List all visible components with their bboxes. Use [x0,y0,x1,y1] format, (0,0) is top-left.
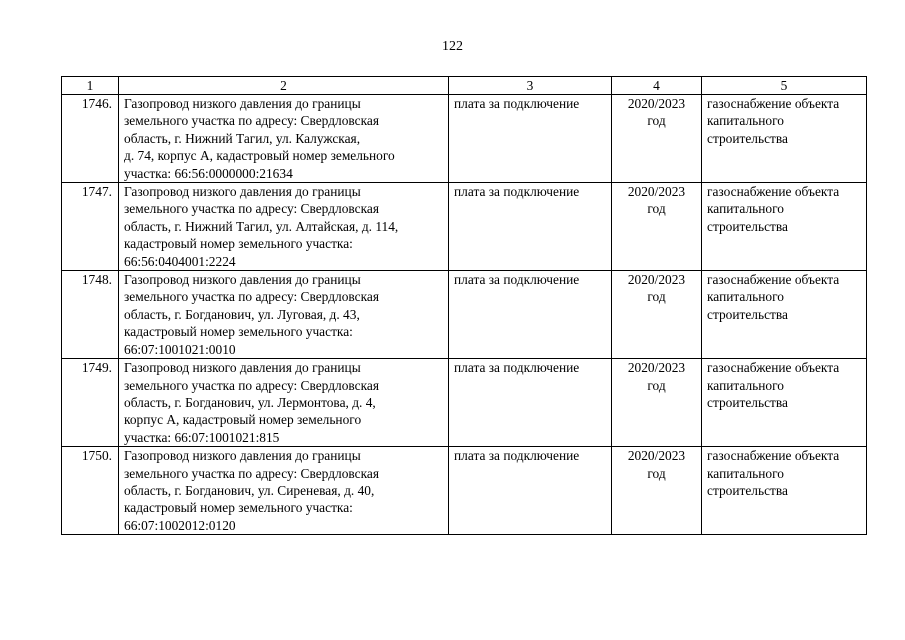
object-description-line: участка: 66:56:0000000:21634 [124,165,293,181]
year-period-line: год [647,113,666,129]
purpose-line: газоснабжение объекта [707,96,840,111]
object-description-line: кадастровый номер земельного участка: [124,324,353,340]
object-description-line: земельного участка по адресу: Свердловская [124,289,379,305]
object-description-line: участка: 66:07:1001021:815 [124,429,280,445]
header-col-4: 4 [612,77,702,95]
fee-type: плата за подключение [449,447,612,535]
object-description-line: земельного участка по адресу: Свердловская [124,465,379,481]
purpose-line: строительства [707,482,788,498]
object-description-line: область, г. Богданович, ул. Луговая, д. 43, [124,306,360,322]
purpose [702,359,867,447]
object-description-line: земельного участка по адресу: Свердловская [124,377,379,393]
purpose-line: строительства [707,306,788,322]
object-description-line: земельного участка по адресу: Свердловская [124,201,379,217]
year-period-line: 2020/2023 [627,184,686,200]
table-row [62,447,867,535]
purpose-line: строительства [707,394,788,410]
object-description [119,271,449,359]
object-description [119,359,449,447]
purpose-line: капитального [707,201,784,217]
object-description-line: д. 74, корпус А, кадастровый номер земельного [124,148,395,164]
object-description-line: Газопровод низкого давления до границы [124,360,361,376]
object-description-line: корпус А, кадастровый номер земельного [124,412,362,428]
purpose-line: капитального [707,377,784,393]
year-period-line: год [647,377,666,393]
table-row [62,359,867,447]
table-body [62,95,867,535]
year-period-line: 2020/2023 [627,448,686,464]
purpose [702,95,867,183]
row-number: 1746. [62,95,119,183]
year-period [612,359,702,447]
fee-type: плата за подключение [449,95,612,183]
object-description-line: кадастровый номер земельного участка: [124,500,353,516]
table-row [62,183,867,271]
purpose [702,271,867,359]
object-description-line: земельного участка по адресу: Свердловская [124,113,379,129]
purpose-line: газоснабжение объекта [707,448,840,464]
year-period-line: год [647,201,666,217]
object-description-line: Газопровод низкого давления до границы [124,272,361,288]
object-description [119,183,449,271]
year-period [612,271,702,359]
purpose-line: газоснабжение объекта [707,272,840,288]
table-row [62,95,867,183]
object-description-line: область, г. Нижний Тагил, ул. Алтайская, д. 114, [124,218,399,234]
object-description-line: Газопровод низкого давления до границы [124,184,361,200]
row-number: 1748. [62,271,119,359]
year-period-line: год [647,289,666,305]
fee-type: плата за подключение [449,359,612,447]
purpose-line: газоснабжение объекта [707,360,840,376]
row-number: 1747. [62,183,119,271]
header-col-3: 3 [449,77,612,95]
document-table [61,76,867,535]
header-col-2: 2 [119,77,449,95]
object-description-line: Газопровод низкого давления до границы [124,448,361,464]
year-period-line: 2020/2023 [627,272,686,288]
header-col-1: 1 [62,77,119,95]
purpose-line: капитального [707,289,784,305]
object-description [119,95,449,183]
purpose-line: капитального [707,113,784,129]
purpose-line: строительства [707,218,788,234]
purpose [702,447,867,535]
year-period-line: 2020/2023 [627,360,686,376]
object-description-line: 66:07:1002012:0120 [124,517,236,533]
fee-type: плата за подключение [449,183,612,271]
header-row [62,77,867,95]
object-description-line: область, г. Богданович, ул. Лермонтова, д. 4, [124,394,376,410]
header-col-5: 5 [702,77,867,95]
year-period [612,183,702,271]
fee-type: плата за подключение [449,271,612,359]
purpose-line: строительства [707,130,788,146]
object-description-line: кадастровый номер земельного участка: [124,236,353,252]
purpose-line: газоснабжение объекта [707,184,840,200]
object-description-line: область, г. Богданович, ул. Сиреневая, д. 40, [124,482,375,498]
year-period [612,447,702,535]
year-period [612,95,702,183]
table-row [62,271,867,359]
row-number: 1750. [62,447,119,535]
page-number: 122 [442,39,463,54]
object-description [119,447,449,535]
object-description-line: область, г. Нижний Тагил, ул. Калужская, [124,130,361,146]
table-header [62,77,867,95]
purpose [702,183,867,271]
row-number: 1749. [62,359,119,447]
purpose-line: капитального [707,465,784,481]
year-period-line: год [647,465,666,481]
year-period-line: 2020/2023 [627,96,686,111]
object-description-line: 66:56:0404001:2224 [124,253,236,269]
object-description-line: 66:07:1001021:0010 [124,341,236,357]
object-description-line: Газопровод низкого давления до границы [124,96,361,111]
